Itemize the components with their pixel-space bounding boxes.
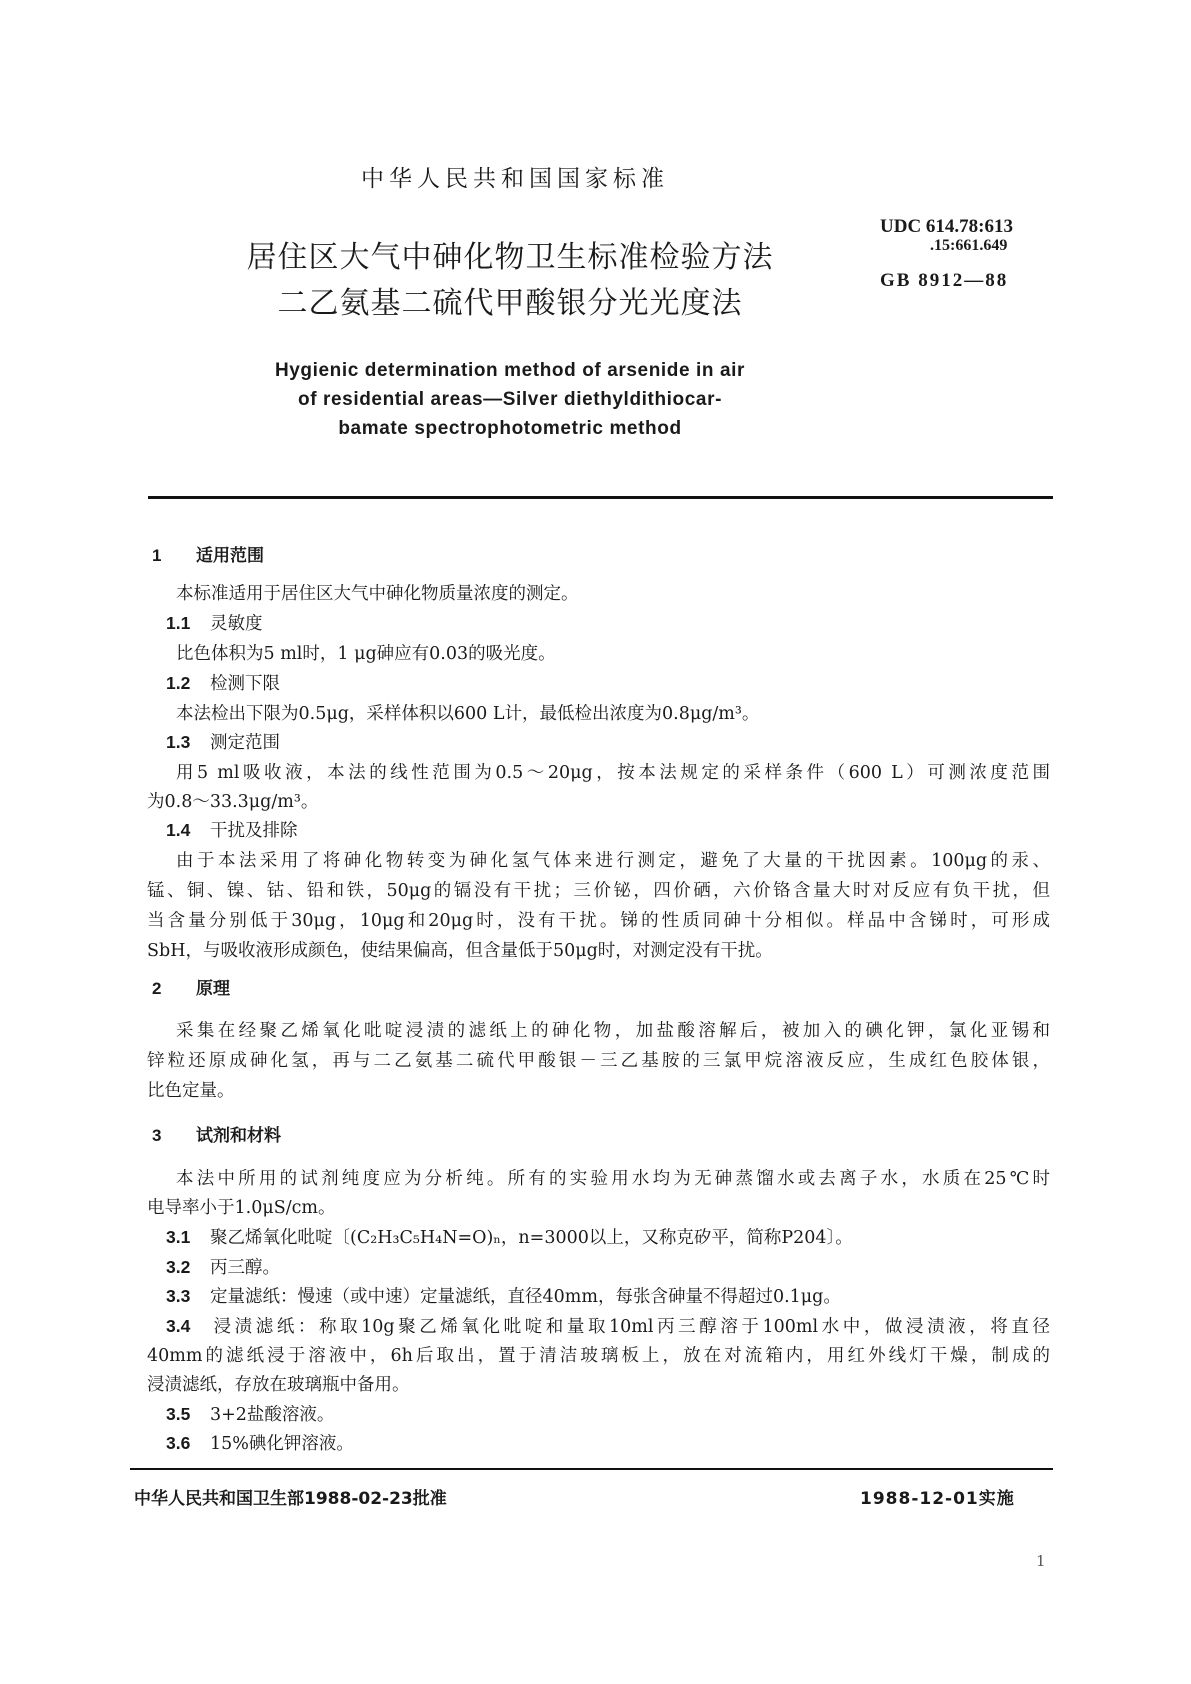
section-title: 原理	[196, 979, 230, 999]
footer-rule	[130, 1468, 1053, 1470]
udc-code-cont: .15:661.649	[930, 237, 1008, 254]
item-text: 丙三醇。	[210, 1258, 280, 1278]
section-title: 检测下限	[210, 674, 280, 694]
standard-type: 中华人民共和国国家标准	[361, 166, 669, 192]
paragraph-line: 电导率小于1.0μS/cm。	[147, 1198, 336, 1218]
item-3-2	[166, 1254, 280, 1279]
item-text: 聚乙烯氧化吡啶〔(C₂H₃C₅H₄N=O)ₙ，n=3000以上，又称克矽平，简称P204〕。	[210, 1228, 853, 1248]
section-num: 1.3	[166, 732, 191, 752]
section-num: 3.4	[166, 1316, 191, 1336]
section-2-heading	[152, 974, 230, 999]
paragraph-line: SbH，与吸收液形成颜色，使结果偏高，但含量低于50μg时，对测定没有干扰。	[147, 941, 773, 961]
paragraph-line: 采集在经聚乙烯氧化吡啶浸渍的滤纸上的砷化物，加盐酸溶解后，被加入的碘化钾，氯化亚锡和	[176, 1021, 1050, 1041]
section-1-1-heading	[166, 610, 263, 635]
section-3-heading	[152, 1121, 281, 1146]
paragraph-line: 40mm的滤纸浸于溶液中，6h后取出，置于清洁玻璃板上，放在对流箱内，用红外线灯干燥，制成的	[147, 1346, 1050, 1366]
item-text: 15%碘化钾溶液。	[210, 1434, 354, 1454]
paragraph-line: 锌粒还原成砷化氢，再与二乙氨基二硫代甲酸银－三乙基胺的三氯甲烷溶液反应，生成红色胶体银，	[147, 1051, 1050, 1071]
paragraph-line: 用5 ml吸收液，本法的线性范围为0.5～20μg，按本法规定的采样条件（600 L）可测浓度范围	[176, 763, 1050, 783]
paragraph: 比色体积为5 ml时，1 μg砷应有0.03的吸光度。	[176, 644, 556, 664]
title-line-1: 居住区大气中砷化物卫生标准检验方法	[246, 240, 774, 275]
english-title-line-2: of residential areas—Silver diethyldithiocar-	[297, 389, 722, 410]
item-3-3	[166, 1283, 841, 1308]
section-1-heading	[152, 541, 264, 566]
section-1-3-heading	[166, 729, 280, 754]
effective-date: 1988-12-01实施	[860, 1489, 1015, 1509]
section-title: 干扰及排除	[210, 821, 298, 841]
item-3-6	[166, 1430, 354, 1455]
title-line-2: 二乙氨基二硫代甲酸银分光光度法	[277, 286, 743, 321]
english-title-line-1: Hygienic determination method of arsenide in air	[274, 360, 746, 381]
section-title: 试剂和材料	[196, 1126, 281, 1146]
section-title: 灵敏度	[210, 614, 263, 634]
udc-code: UDC 614.78:613	[880, 216, 1013, 237]
header-rule	[148, 496, 1053, 499]
section-num: 3.3	[166, 1286, 191, 1306]
section-num: 1.1	[166, 613, 191, 633]
paragraph-line: 本法中所用的试剂纯度应为分析纯。所有的实验用水均为无砷蒸馏水或去离子水，水质在25℃时	[176, 1169, 1050, 1189]
paragraph-line: 锰、铜、镍、钴、铅和铁，50μg的镉没有干扰；三价铋，四价硒，六价铬含量大时对反应有负干扰，但	[147, 881, 1050, 901]
section-num: 3.6	[166, 1433, 191, 1453]
item-3-5	[166, 1401, 334, 1426]
gb-number: GB 8912—88	[880, 270, 1009, 291]
paragraph: 本法检出下限为0.5μg，采样体积以600 L计，最低检出浓度为0.8μg/m³。	[176, 704, 760, 724]
paragraph-line: 由于本法采用了将砷化物转变为砷化氢气体来进行测定，避免了大量的干扰因素。100μg的汞、	[176, 851, 1050, 871]
paragraph-line: 当含量分别低于30μg，10μg和20μg时，没有干扰。锑的性质同砷十分相似。样品中含锑时，可形成	[147, 911, 1050, 931]
section-num: 3.2	[166, 1257, 191, 1277]
section-num: 3.1	[166, 1227, 191, 1247]
paragraph-line: 浸渍滤纸，存放在玻璃瓶中备用。	[147, 1375, 410, 1395]
english-title-line-3: bamate spectrophotometric method	[338, 418, 682, 439]
item-text: 3+2盐酸溶液。	[210, 1405, 335, 1425]
section-num: 3.5	[166, 1404, 191, 1424]
section-num: 2	[152, 979, 162, 998]
section-num: 1.4	[166, 820, 191, 840]
item-3-4	[166, 1313, 1050, 1337]
section-num: 1.2	[166, 673, 191, 693]
section-num: 1	[152, 546, 162, 565]
section-1-2-heading	[166, 670, 280, 695]
section-num: 3	[152, 1126, 162, 1145]
item-3-1	[166, 1224, 853, 1249]
item-text: 浸渍滤纸：称取10g聚乙烯氧化吡啶和量取10ml丙三醇溶于100ml水中，做浸渍液，将直径	[210, 1317, 1050, 1337]
section-title: 适用范围	[196, 546, 264, 566]
approval-date: 中华人民共和国卫生部1988-02-23批准	[134, 1489, 447, 1509]
page-number: 1	[1036, 1552, 1046, 1570]
section-title: 测定范围	[210, 733, 280, 753]
item-text: 定量滤纸：慢速（或中速）定量滤纸，直径40mm，每张含砷量不得超过0.1μg。	[210, 1287, 841, 1307]
section-1-4-heading	[166, 817, 298, 842]
paragraph-line: 为0.8～33.3μg/m³。	[147, 792, 319, 812]
paragraph-line: 比色定量。	[147, 1081, 235, 1101]
paragraph: 本标准适用于居住区大气中砷化物质量浓度的测定。	[176, 584, 579, 604]
